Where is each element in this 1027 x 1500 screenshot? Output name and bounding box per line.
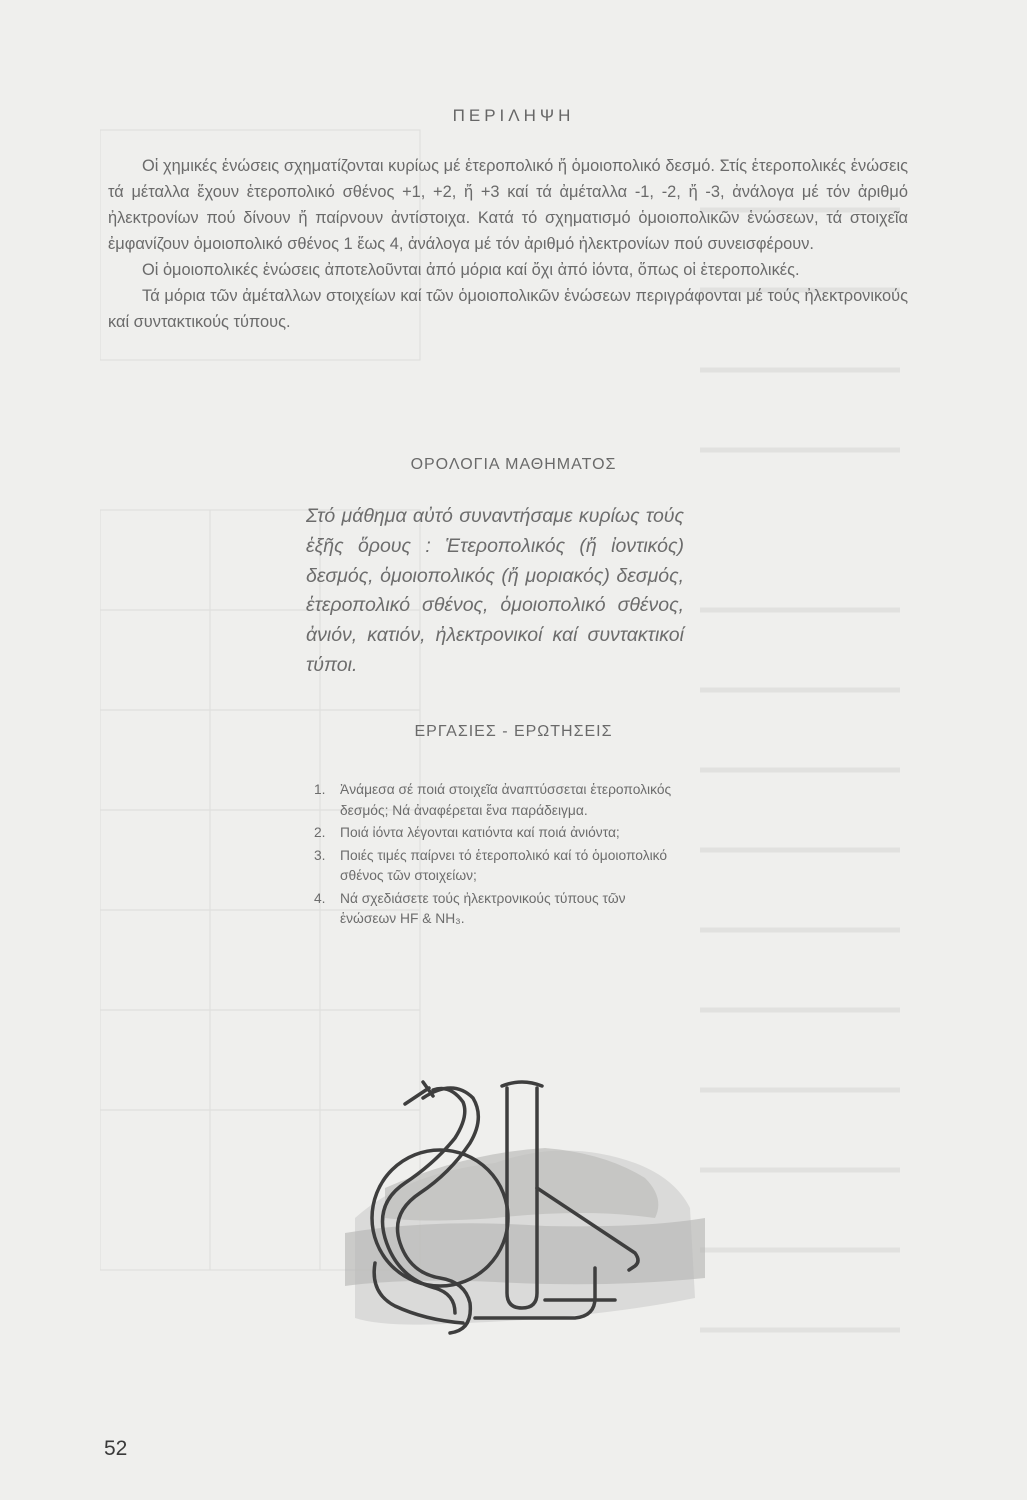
question-item (310, 846, 685, 887)
question-text: Νά σχεδιάσετε τούς ἠλεκτρονικούς τύπους τῶν ἑνώσεων HF & NH₃. (340, 890, 626, 926)
question-list (310, 780, 685, 932)
laboratory-apparatus-icon (345, 1068, 705, 1344)
question-number: 3. (314, 847, 326, 863)
question-text: Ποιά ἰόντα λέγονται κατιόντα καί ποιά ἀνιόντα; (340, 825, 620, 840)
summary-paragraph: Τά μόρια τῶν ἀμέταλλων στοιχείων καί τῶν ὁμοιοπολικῶν ἑνώσεων περιγράφονται μέ τούς ἠλεκτρονικούς καί συντακτικούς τύπους. (108, 287, 908, 331)
question-item (310, 780, 685, 821)
summary-heading: ΠΕΡΙΛΗΨΗ (452, 106, 575, 125)
page-number: 52 (104, 1437, 128, 1460)
exercises-heading: ΕΡΓΑΣΙΕΣ - ΕΡΩΤΗΣΕΙΣ (414, 723, 613, 740)
question-number: 4. (314, 890, 326, 906)
terminology-heading: ΟΡΟΛΟΓΙΑ ΜΑΘΗΜΑΤΟΣ (410, 456, 617, 473)
question-item (310, 823, 685, 844)
terminology-text: Στό μάθημα αὐτό συναντήσαμε κυρίως τούς ἑξῆς ὅρους : Ἑτεροπολικός (ἤ ἰοντικός) δεσμός, ὁμοιοπολικός (ἤ μοριακός) δεσμός, ἑτεροπολικό σθένος, ὁμοιοπολικό σθένος, ἀνιόν, κατιόν, ἠλεκτρονικοί καί συντακτικοί τύποι. (306, 505, 684, 676)
question-number: 2. (314, 825, 326, 840)
summary-paragraph: Οἱ χημικές ἑνώσεις σχηματίζονται κυρίως μέ ἑτεροπολικό ἤ ὁμοιοπολικό δεσμό. Στίς ἑτεροπολικές ἑνώσεις τά μέταλλα ἔχουν ἑτεροπολικό σθένος +1, +2, ἤ +3 καί τά ἀμέταλλα -1, -2, ἤ -3, ἀνάλογα μέ τόν ἀριθμό ἠλεκτρονίων πού δίνουν ἤ παίρνουν ἀντίστοιχα. Κατά τό σχηματισμό ὁμοιοπολικῶν ἑνώσεων, τά στοιχεῖα ἐμφανίζουν ὁμοιοπολικό σθένος 1 ἕως 4, ἀνάλογα μέ τόν ἀριθμό ἠλεκτρονίων πού συνεισφέρουν. (108, 157, 908, 253)
question-item (310, 889, 685, 930)
question-number: 1. (314, 782, 326, 797)
summary-text (108, 153, 908, 335)
question-text: Ποιές τιμές παίρνει τό ἑτεροπολικό καί τό ὁμοιοπολικό σθένος τῶν στοιχείων; (340, 847, 668, 883)
summary-paragraph: Οἱ ὁμοιοπολικές ἑνώσεις ἀποτελοῦνται ἀπό μόρια καί ὄχι ἀπό ἰόντα, ὅπως οἱ ἑτεροπολικές. (142, 261, 800, 279)
question-text: Ἀνάμεσα σέ ποιά στοιχεῖα ἀναπτύσσεται ἑτεροπολικός δεσμός; Νά ἀναφέρεται ἕνα παράδειγμα. (340, 782, 672, 818)
